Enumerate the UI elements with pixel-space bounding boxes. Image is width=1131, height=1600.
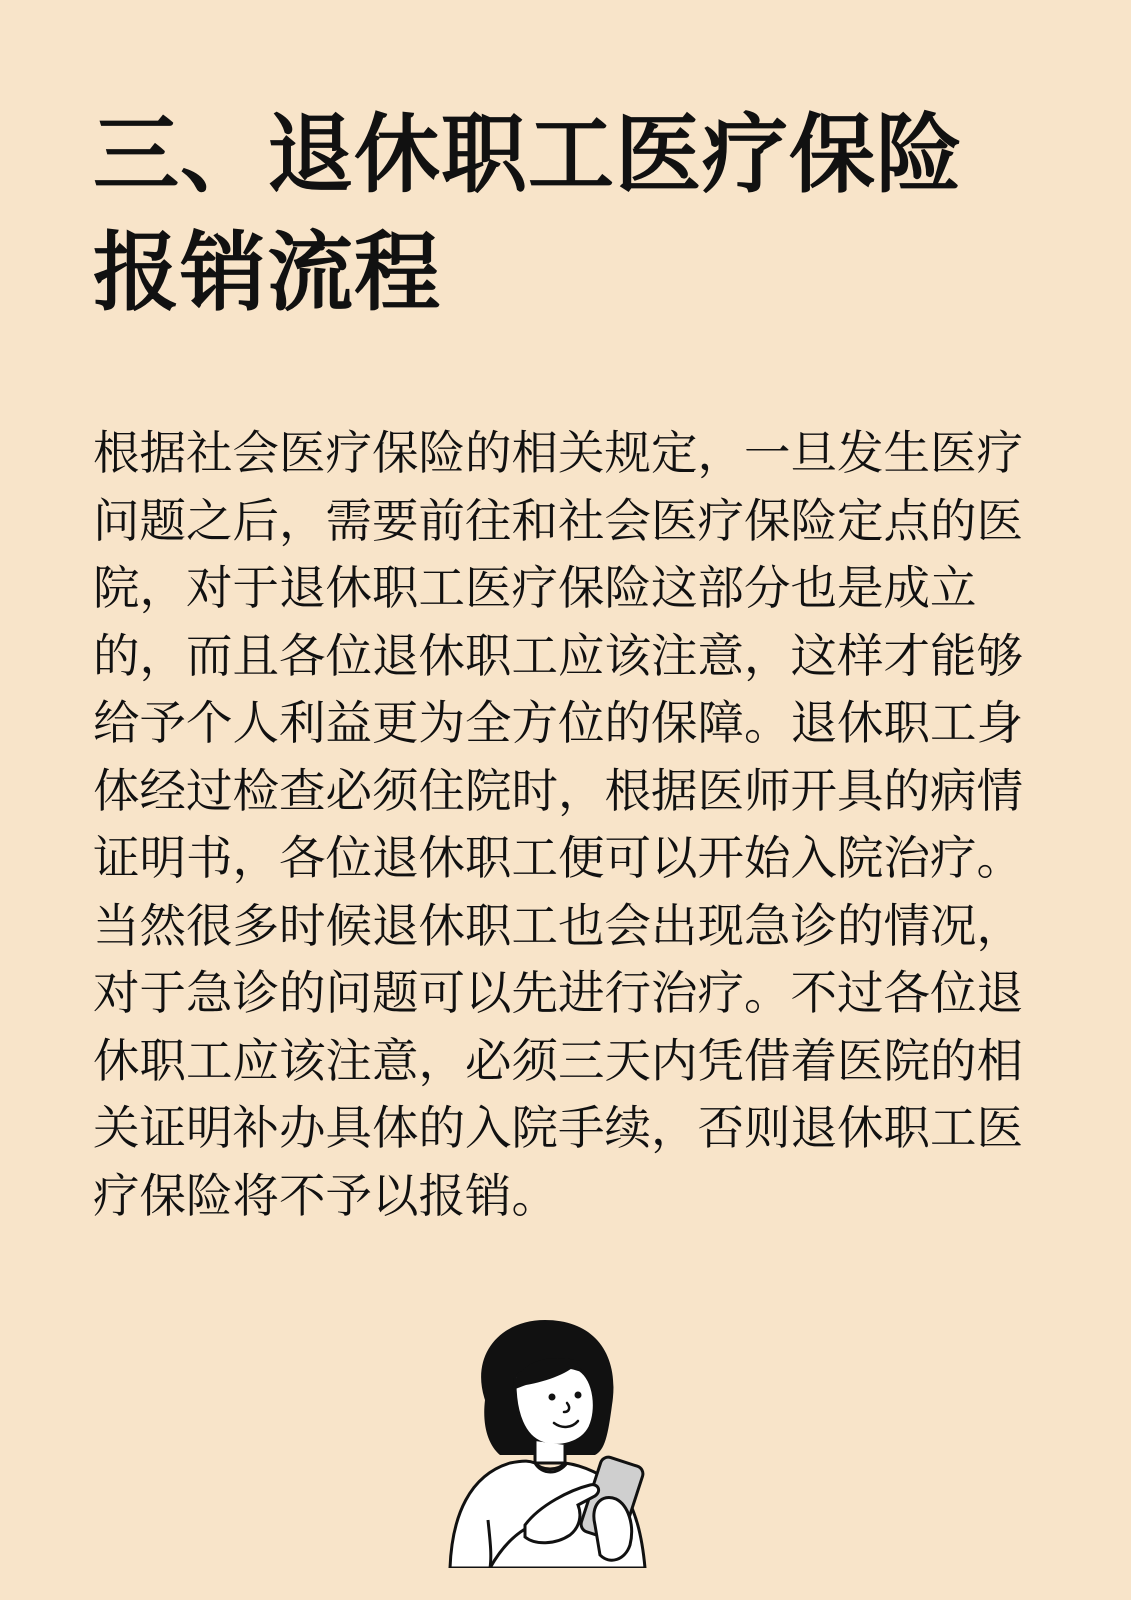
page-title: 三、退休职工医疗保险报销流程	[93, 104, 963, 323]
paragraph-1: 根据社会医疗保险的相关规定，一旦发生医疗问题之后，需要前往和社会医疗保险定点的医院，对于退休职工医疗保险这部分也是成立的，而且各位退休职工应该注意，这样才能够给予个人利益更为全方位的保障。退休职工身体经过检查必须住院时，根据医师开具的病情证明书，各位退休职工便可以开始入院治疗。	[93, 426, 1023, 885]
article-body	[93, 420, 1023, 1230]
paragraph-2: 当然很多时候退休职工也会出现急诊的情况，对于急诊的问题可以先进行治疗。不过各位退休职工应该注意，必须三天内凭借着医院的相关证明补办具体的入院手续，否则退休职工医疗保险将不予以报销。	[93, 898, 1023, 1223]
woman-using-phone-icon	[430, 1315, 690, 1568]
